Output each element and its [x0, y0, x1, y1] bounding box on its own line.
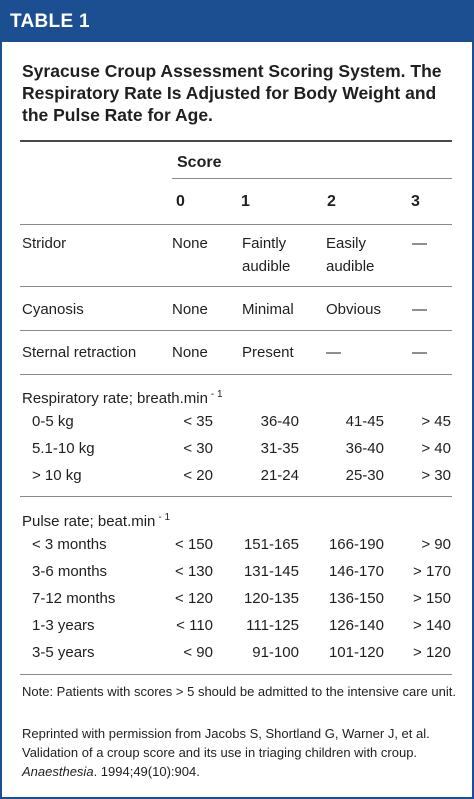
row-rule	[20, 286, 452, 287]
range-value: < 90	[183, 644, 213, 661]
range-value: > 120	[413, 644, 451, 661]
row-rule	[20, 330, 452, 331]
range-value: > 40	[421, 440, 451, 457]
reprint-note	[22, 724, 456, 781]
range-value: > 45	[421, 413, 451, 430]
range-label: 3-5 years	[32, 644, 95, 661]
respiratory-heading	[22, 383, 223, 410]
row-value: Minimal	[242, 301, 294, 318]
score-rule	[172, 178, 452, 179]
title-rule	[20, 140, 452, 142]
range-value: > 30	[421, 467, 451, 484]
score-column-header: 1	[241, 193, 250, 210]
range-value: 126-140	[328, 617, 384, 634]
heading-superscript: - 1	[158, 512, 171, 523]
range-value: 120-135	[243, 590, 299, 607]
range-value: 36-40	[260, 413, 299, 430]
score-column-header: 3	[411, 193, 420, 210]
range-value: 136-150	[328, 590, 384, 607]
table-header: TABLE 1	[2, 2, 472, 42]
range-value: 151-165	[243, 536, 299, 553]
range-value: < 130	[175, 563, 213, 580]
range-value: 111-125	[246, 617, 299, 634]
range-label: 7-12 months	[32, 590, 116, 607]
range-value: < 35	[183, 413, 213, 430]
row-label: Stridor	[22, 235, 67, 252]
range-value: 146-170	[328, 563, 384, 580]
header-rule	[20, 224, 452, 225]
respiratory-rule	[20, 496, 452, 497]
row-value: None	[172, 344, 208, 361]
row-rule	[20, 374, 452, 375]
row-value: —	[326, 344, 341, 361]
range-value: < 30	[183, 440, 213, 457]
row-value: —	[412, 301, 427, 318]
range-value: > 150	[413, 590, 451, 607]
range-value: 91-100	[252, 644, 299, 661]
score-label: Score	[177, 154, 222, 171]
range-value: 21-24	[260, 467, 299, 484]
range-value: 36-40	[345, 440, 384, 457]
range-value: > 140	[413, 617, 451, 634]
range-value: 101-120	[328, 644, 384, 661]
score-column-header: 2	[327, 193, 336, 210]
notes-rule	[20, 674, 452, 675]
range-value: < 110	[176, 617, 213, 634]
score-column-header: 0	[176, 193, 185, 210]
range-value: 131-145	[243, 563, 299, 580]
row-value: Faintly audible	[242, 235, 291, 275]
admission-note: Note: Patients with scores > 5 should be admitted to the intensive care unit.	[22, 684, 456, 699]
row-value: None	[172, 235, 208, 252]
range-value: < 120	[175, 590, 213, 607]
row-value: Easily audible	[326, 235, 375, 275]
range-label: 1-3 years	[32, 617, 95, 634]
range-value: 166-190	[328, 536, 384, 553]
range-label: 3-6 months	[32, 563, 108, 580]
row-value: None	[172, 301, 208, 318]
heading-text: Respiratory rate; breath.min	[22, 390, 208, 407]
heading-text: Pulse rate; beat.min	[22, 513, 156, 530]
row-label: Cyanosis	[22, 301, 84, 318]
range-value: < 150	[175, 536, 213, 553]
row-value: Obvious	[326, 301, 382, 318]
reprint-text: Reprinted with permission from Jacobs S, Shortland G, Warner J, et al. Validation of a croup score and its use in triaging children with croup.	[22, 726, 430, 760]
row-value: —	[412, 344, 427, 361]
range-label: < 3 months	[32, 536, 107, 553]
journal-name: Anaesthesia	[22, 764, 94, 779]
row-value: Present	[242, 344, 294, 361]
range-label: > 10 kg	[32, 467, 82, 484]
row-label: Sternal retraction	[22, 344, 137, 361]
heading-superscript: - 1	[210, 389, 223, 400]
row-value: —	[412, 235, 427, 252]
range-label: 5.1-10 kg	[32, 440, 95, 457]
range-value: 25-30	[345, 467, 384, 484]
range-value: > 170	[413, 563, 451, 580]
range-value: 31-35	[260, 440, 299, 457]
range-label: 0-5 kg	[32, 413, 74, 430]
range-value: 41-45	[345, 413, 384, 430]
range-value: > 90	[421, 536, 451, 553]
range-value: < 20	[183, 467, 213, 484]
table-title: Syracuse Croup Assessment Scoring System. The Respiratory Rate Is Adjusted for Body Weight and the Pulse Rate for Age.	[22, 61, 442, 125]
pulse-heading	[22, 506, 170, 533]
reprint-citation: . 1994;49(10):904.	[93, 764, 200, 779]
